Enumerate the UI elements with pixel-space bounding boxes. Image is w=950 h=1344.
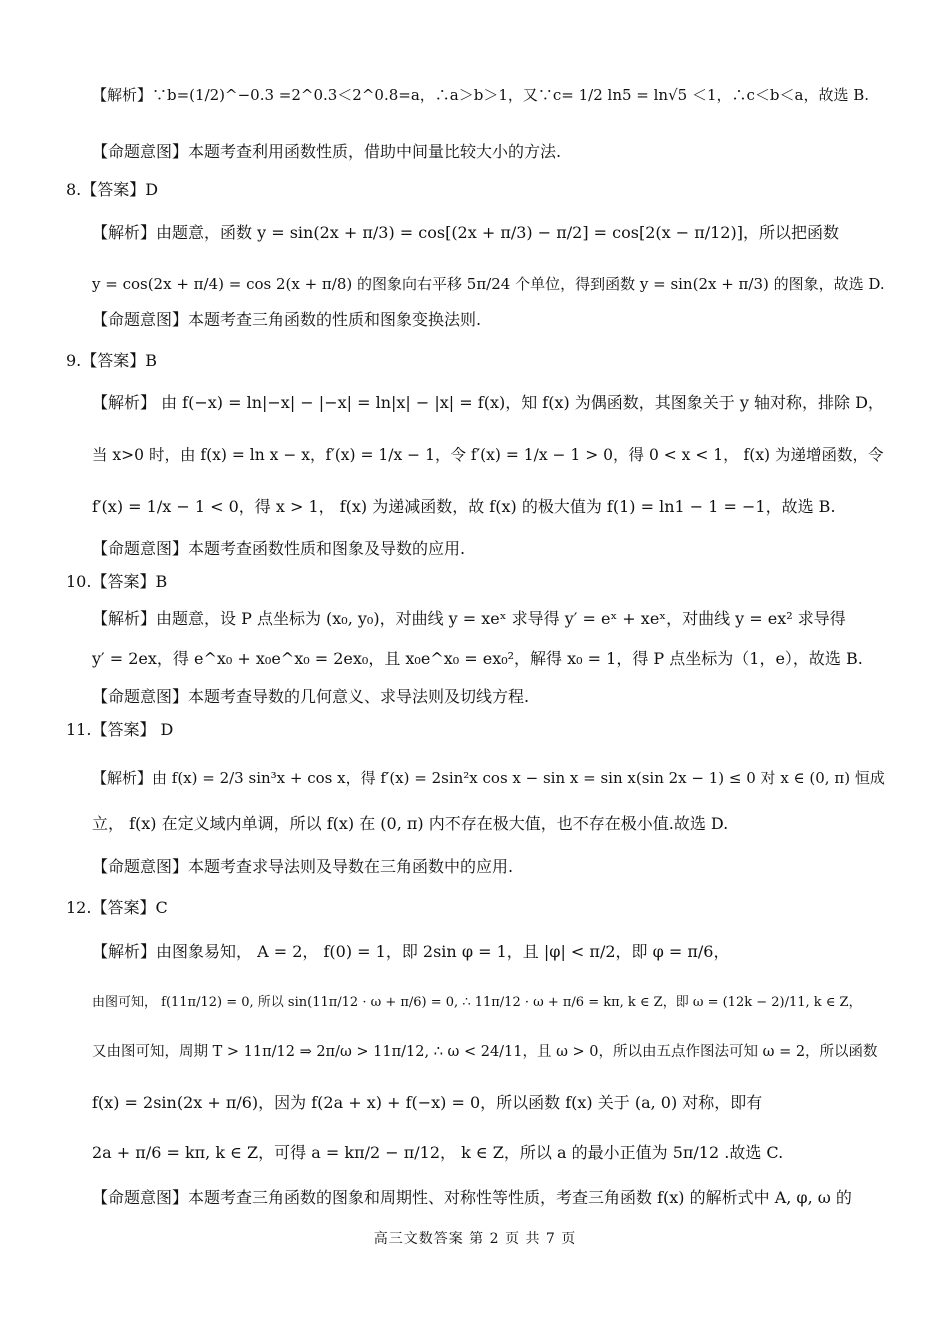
q9-answer: 9.【答案】B bbox=[66, 351, 158, 370]
q9-analysis-1: 【解析】 由 f(−x) = ln|−x| − |−x| = ln|x| − |x| = f(x)，知 f(x) 为偶函数，其图象关于 y 轴对称，排除 D， bbox=[92, 393, 884, 412]
q10-analysis-1: 【解析】由题意，设 P 点坐标为 (x₀, y₀)，对曲线 y = xeˣ 求导得 y′ = eˣ + xeˣ，对曲线 y = ex² 求导得 bbox=[92, 609, 846, 628]
q10-analysis-2: y′ = 2ex，得 e^x₀ + x₀e^x₀ = 2ex₀，且 x₀e^x₀ = ex₀²，解得 x₀ = 1，得 P 点坐标为（1，e），故选 B. bbox=[92, 649, 863, 668]
q8-analysis-1: 【解析】由题意，函数 y = sin(2x + π/3) = cos[(2x + π/3) − π/2] = cos[2(x − π/12)]，所以把函数 bbox=[92, 223, 839, 242]
q8-intent: 【命题意图】本题考查三角函数的性质和图象变换法则. bbox=[92, 310, 482, 329]
q9-analysis-3: f′(x) = 1/x − 1 < 0，得 x > 1， f(x) 为递减函数，故 f(x) 的极大值为 f(1) = ln1 − 1 = −1，故选 B. bbox=[92, 497, 836, 516]
q8-analysis-2: y = cos(2x + π/4) = cos 2(x + π/8) 的图象向右平移 5π/24 个单位，得到函数 y = sin(2x + π/3) 的图象，故选 D. bbox=[92, 275, 885, 293]
q9-intent: 【命题意图】本题考查函数性质和图象及导数的应用. bbox=[92, 539, 466, 558]
q10-intent: 【命题意图】本题考查导数的几何意义、求导法则及切线方程. bbox=[92, 687, 530, 706]
q7-intent: 【命题意图】本题考查利用函数性质，借助中间量比较大小的方法. bbox=[92, 142, 562, 161]
q11-analysis-1: 【解析】由 f(x) = 2/3 sin³x + cos x，得 f′(x) = 2sin²x cos x − sin x = sin x(sin 2x − 1) ≤ 0 对 x ∈ (0, π) 恒成 bbox=[92, 769, 885, 787]
q12-intent: 【命题意图】本题考查三角函数的图象和周期性、对称性等性质，考查三角函数 f(x) 的解析式中 A, φ, ω 的 bbox=[92, 1188, 852, 1207]
q11-answer: 11.【答案】 D bbox=[66, 720, 174, 739]
q7-analysis: 【解析】∵b=(1/2)^−0.3 =2^0.3＜2^0.8=a，∴a＞b＞1，又∵c= 1/2 ln5 = ln√5 ＜1，∴c＜b＜a，故选 B. bbox=[92, 86, 870, 104]
q12-analysis-2: 由图可知， f(11π/12) = 0, 所以 sin(11π/12 · ω + π/6) = 0, ∴ 11π/12 · ω + π/6 = kπ, k ∈ Z，即 ω = (12k − 2)/11, k ∈ Z， bbox=[92, 995, 862, 1010]
q12-analysis-3: 又由图可知，周期 T > 11π/12 ⇒ 2π/ω > 11π/12, ∴ ω < 24/11，且 ω > 0，所以由五点作图法可知 ω = 2，所以函数 bbox=[92, 1044, 878, 1060]
q8-answer: 8.【答案】D bbox=[66, 180, 159, 199]
q9-analysis-2: 当 x>0 时，由 f(x) = ln x − x，f′(x) = 1/x − 1，令 f′(x) = 1/x − 1 > 0，得 0 < x < 1， f(x) 为递增函数，令 bbox=[92, 446, 884, 464]
q11-intent: 【命题意图】本题考查求导法则及导数在三角函数中的应用. bbox=[92, 857, 514, 876]
q11-analysis-2: 立， f(x) 在定义域内单调，所以 f(x) 在 (0, π) 内不存在极大值，也不存在极小值.故选 D. bbox=[92, 814, 729, 833]
q12-analysis-1: 【解析】由图象易知， A = 2， f(0) = 1，即 2sin φ = 1，且 |φ| < π/2，即 φ = π/6， bbox=[92, 942, 730, 961]
q12-analysis-5: 2a + π/6 = kπ, k ∈ Z，可得 a = kπ/2 − π/12， k ∈ Z，所以 a 的最小正值为 5π/12 .故选 C. bbox=[92, 1143, 784, 1162]
q10-answer: 10.【答案】B bbox=[66, 572, 168, 591]
q12-answer: 12.【答案】C bbox=[66, 898, 168, 917]
q12-analysis-4: f(x) = 2sin(2x + π/6)，因为 f(2a + x) + f(−x) = 0，所以函数 f(x) 关于 (a, 0) 对称，即有 bbox=[92, 1093, 763, 1112]
page-footer: 高三文数答案 第 2 页 共 7 页 bbox=[373, 1231, 577, 1247]
